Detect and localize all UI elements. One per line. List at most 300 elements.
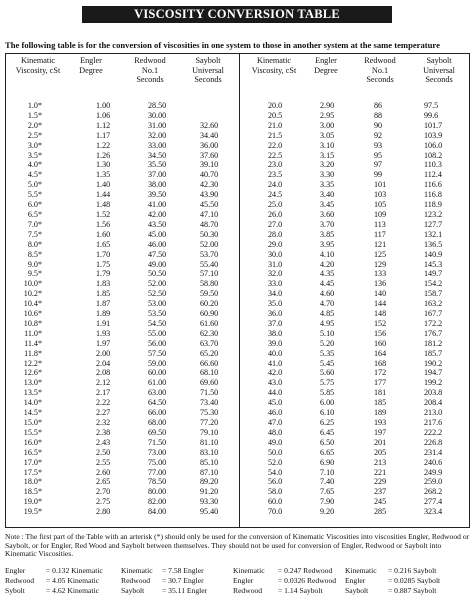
table-cell: 1.12 (96, 120, 111, 130)
table-cell: 1.26 (96, 150, 111, 160)
table-cell: 61.00 (148, 378, 167, 388)
table-cell: 259.0 (424, 477, 443, 487)
table-cell: 1.91 (96, 318, 111, 328)
table-row (240, 141, 470, 151)
table-row (6, 408, 238, 418)
table-body-left (6, 101, 238, 517)
table-cell: 222.2 (424, 427, 443, 437)
table-cell: 53.50 (148, 309, 167, 319)
table-cell: 91.20 (200, 487, 219, 497)
table-cell: 95 (374, 150, 383, 160)
table-cell: 83.10 (200, 447, 219, 457)
table-cell: 4.5* (27, 170, 42, 180)
table-cell: 2.55 (96, 457, 111, 467)
table-cell: 43.50 (148, 219, 167, 229)
table-cell: 12.6* (23, 368, 42, 378)
table-cell: 84.00 (148, 507, 167, 517)
table-cell: 50.30 (200, 229, 219, 239)
table-cell: 3.70 (320, 219, 335, 229)
header-saybolt: Saybolt Universal Seconds (423, 56, 455, 85)
table-cell: 2.70 (96, 487, 111, 497)
table-cell: 205 (374, 447, 387, 457)
table-cell: 2.17 (96, 388, 111, 398)
table-cell: 197 (374, 427, 387, 437)
table-cell: 75.30 (200, 408, 219, 418)
table-cell: 2.22 (96, 398, 111, 408)
table-cell: 43.90 (200, 190, 219, 200)
table-cell: 93 (374, 140, 383, 150)
table-cell: 1.65 (96, 239, 111, 249)
table-row (6, 101, 238, 111)
table-cell: 80.00 (148, 487, 167, 497)
table-row (240, 438, 470, 448)
table-cell: 15.5* (23, 427, 42, 437)
factor-cell: Sybolt (5, 585, 25, 595)
table-cell: 42.0 (268, 368, 283, 378)
table-cell: 6.25 (320, 418, 335, 427)
table-cell: 60.00 (148, 368, 167, 378)
table-row (6, 458, 238, 468)
table-cell: 92 (374, 130, 383, 140)
table-cell: 125 (374, 249, 387, 259)
table-cell: 203.8 (424, 388, 443, 398)
table-cell: 5.0* (27, 180, 42, 190)
table-row (6, 250, 238, 260)
table-row (240, 468, 470, 478)
table-cell: 4.60 (320, 289, 335, 299)
table-cell: 2.80 (96, 507, 111, 517)
table-cell: 1.00 (96, 101, 111, 110)
table-cell: 39.0 (268, 338, 283, 348)
table-right-half (239, 54, 470, 527)
table-cell: 53.00 (148, 299, 167, 309)
table-cell: 52.50 (148, 289, 167, 299)
table-cell: 81.10 (200, 437, 219, 447)
table-cell: 46.00 (148, 239, 167, 249)
table-row (6, 487, 238, 497)
header-saybolt: Saybolt Universal Seconds (192, 56, 224, 85)
table-cell: 9.20 (320, 507, 335, 517)
table-cell: 82.00 (148, 497, 167, 507)
table-cell: 65.20 (200, 348, 219, 358)
table-cell: 90 (374, 120, 383, 130)
table-cell: 22.0 (268, 140, 283, 150)
table-cell: 285 (374, 507, 387, 517)
table-cell: 34.40 (200, 130, 219, 140)
table-row (240, 269, 470, 279)
table-cell: 136 (374, 279, 387, 289)
table-cell: 163.2 (424, 299, 443, 309)
table-row (240, 200, 470, 210)
intro-text: The following table is for the conversion of viscosities in one system to those in another system at the same temperature (5, 40, 440, 50)
factor-cell: Kinematic (233, 566, 265, 575)
table-row (240, 349, 470, 359)
table-row (6, 289, 238, 299)
table-cell: 240.6 (424, 457, 443, 467)
table-cell: 20.5 (268, 110, 283, 120)
table-cell: 2.38 (96, 427, 111, 437)
table-cell: 71.50 (148, 437, 167, 447)
table-cell: 118.9 (424, 200, 442, 210)
factor-cell: Engler (5, 566, 26, 575)
table-cell: 113 (374, 219, 386, 229)
table-cell: 208.4 (424, 398, 443, 408)
table-row (6, 279, 238, 289)
table-cell: 62.30 (200, 328, 219, 338)
table-cell: 2.90 (320, 101, 335, 110)
table-row (6, 299, 238, 309)
table-cell: 237 (374, 487, 387, 497)
table-cell: 47.0 (268, 418, 283, 427)
table-cell: 36.0 (268, 309, 283, 319)
table-cell: 63.70 (200, 338, 219, 348)
footnote: Note : The first part of the Table with an arterisk (*) should only be used for the conversion of Kinematic Viscosities into viscosities Engler, Redwood or Saybolt, or for Engler, Red Wood and Saybolt between themselves. They should not be used for conversion of Engler, Redwood or Saybolt into Kinematic Viscosities. (5, 532, 470, 559)
table-cell: 57.50 (148, 348, 167, 358)
table-cell: 3.0* (27, 140, 42, 150)
table-cell: 2.50 (96, 447, 111, 457)
table-cell: 1.70 (96, 249, 111, 259)
table-cell: 2.65 (96, 477, 111, 487)
table-cell: 5.20 (320, 338, 335, 348)
table-cell: 1.0* (27, 101, 42, 110)
table-cell: 117 (374, 229, 386, 239)
table-cell: 14.0* (23, 398, 42, 408)
table-cell: 3.05 (320, 130, 335, 140)
table-cell: 34.0 (268, 289, 283, 299)
table-cell: 64.50 (148, 398, 167, 408)
table-cell: 4.20 (320, 259, 335, 269)
table-cell: 38.0 (268, 328, 283, 338)
table-row (240, 250, 470, 260)
table-cell: 1.79 (96, 269, 111, 279)
table-cell: 27.0 (268, 219, 283, 229)
factor-cell: = 0.0326 Redwood (278, 575, 337, 585)
table-row (240, 240, 470, 250)
table-cell: 152 (374, 318, 387, 328)
table-cell: 43.0 (268, 378, 283, 388)
header-redwood: Redwood No.1 Seconds (134, 56, 166, 85)
table-row (6, 398, 238, 408)
table-cell: 132.1 (424, 229, 443, 239)
factor-row (5, 586, 471, 596)
table-row (240, 398, 470, 408)
table-cell: 4.0* (27, 160, 42, 170)
factor-cell: Engler (233, 575, 254, 585)
header-kinematic: Kinematic Viscosity, cSt (15, 56, 61, 75)
table-row (6, 388, 238, 398)
table-cell: 109 (374, 209, 387, 219)
table-cell: 79.10 (200, 427, 219, 437)
table-cell: 181 (374, 388, 387, 398)
table-cell: 185 (374, 398, 387, 408)
table-cell: 17.0* (23, 457, 42, 467)
factor-cell: = 30.7 Engler (162, 575, 204, 585)
table-cell: 167.7 (424, 309, 443, 319)
table-cell: 19.5* (23, 507, 42, 517)
table-cell: 3.35 (320, 180, 335, 190)
factor-row (5, 576, 471, 586)
table-cell: 22.5 (268, 150, 283, 160)
table-cell: 3.5* (27, 150, 42, 160)
table-cell: 6.50 (320, 437, 335, 447)
table-cell: 226.8 (424, 437, 443, 447)
table-cell: 59.50 (200, 289, 219, 299)
table-cell: 190.2 (424, 358, 443, 368)
table-cell: 10.6* (23, 309, 42, 319)
table-cell: 5.45 (320, 358, 335, 368)
table-row (6, 507, 238, 517)
table-cell: 57.10 (200, 269, 219, 279)
table-cell: 39.10 (200, 160, 219, 170)
table-cell: 116.8 (424, 190, 442, 200)
table-cell: 54.50 (148, 318, 167, 328)
table-cell: 123.2 (424, 209, 443, 219)
table-cell: 42.30 (200, 180, 219, 190)
table-cell: 20.0 (268, 101, 283, 110)
table-row (240, 131, 470, 141)
table-cell: 38.00 (148, 180, 167, 190)
factor-cell: Saybolt (345, 585, 369, 595)
table-cell: 30.00 (148, 110, 167, 120)
table-cell: 39.50 (148, 190, 167, 200)
table-cell: 41.00 (148, 200, 167, 210)
table-row (6, 260, 238, 270)
table-cell: 213.0 (424, 408, 443, 418)
table-cell: 1.44 (96, 190, 111, 200)
table-cell: 1.48 (96, 200, 111, 210)
table-cell: 7.40 (320, 477, 335, 487)
table-cell: 277.4 (424, 497, 443, 507)
table-cell: 7.0* (27, 219, 42, 229)
table-row (240, 101, 470, 111)
table-cell: 2.04 (96, 358, 111, 368)
table-cell: 99 (374, 170, 383, 180)
table-cell: 40.0 (268, 348, 283, 358)
table-cell: 3.10 (320, 140, 335, 150)
table-row (240, 170, 470, 180)
table-cell: 95.40 (200, 507, 219, 517)
table-cell: 42.00 (148, 209, 167, 219)
table-cell: 37.0 (268, 318, 283, 328)
table-cell: 103 (374, 190, 387, 200)
table-row (240, 428, 470, 438)
table-cell: 29.0 (268, 239, 283, 249)
table-cell: 4.45 (320, 279, 335, 289)
conversion-factors (5, 566, 471, 596)
table-cell: 1.83 (96, 279, 111, 289)
table-cell: 6.90 (320, 457, 335, 467)
table-cell: 35.0 (268, 299, 283, 309)
table-row (6, 160, 238, 170)
table-cell: 17.5* (23, 467, 42, 477)
table-row (240, 160, 470, 170)
table-row (6, 131, 238, 141)
table-cell: 56.0 (268, 477, 283, 487)
table-cell: 1.40 (96, 180, 111, 190)
table-cell: 176.7 (424, 328, 443, 338)
table-cell: 2.27 (96, 408, 111, 418)
table-cell: 129 (374, 259, 387, 269)
table-cell: 16.0* (23, 437, 42, 447)
table-cell: 3.00 (320, 120, 335, 130)
table-row (240, 180, 470, 190)
table-cell: 1.52 (96, 209, 111, 219)
table-cell: 217.6 (424, 418, 443, 427)
table-cell: 66.00 (148, 408, 167, 418)
table-cell: 172 (374, 368, 387, 378)
table-cell: 6.65 (320, 447, 335, 457)
table-cell: 23.5 (268, 170, 283, 180)
table-cell: 172.2 (424, 318, 443, 328)
table-row (6, 378, 238, 388)
table-cell: 26.0 (268, 209, 283, 219)
table-cell: 52.0 (268, 457, 283, 467)
table-cell: 112.4 (424, 170, 442, 180)
table-cell: 6.0* (27, 200, 42, 210)
table-cell: 3.95 (320, 239, 335, 249)
table-cell: 1.17 (96, 130, 111, 140)
header-kinematic: Kinematic Viscosity, cSt (251, 56, 297, 75)
table-cell: 194.7 (424, 368, 443, 378)
table-row (240, 319, 470, 329)
table-row (6, 339, 238, 349)
table-cell: 6.45 (320, 427, 335, 437)
table-cell: 213 (374, 457, 387, 467)
header-engler: Engler Degree (79, 56, 103, 75)
factor-cell: = 0.0285 Saybolt (388, 575, 441, 585)
table-row (240, 487, 470, 497)
table-row (6, 151, 238, 161)
table-row (6, 438, 238, 448)
table-header-left (6, 56, 238, 98)
table-cell: 21.5 (268, 130, 283, 140)
table-cell: 6.10 (320, 408, 335, 418)
table-row (6, 477, 238, 487)
table-cell: 168 (374, 358, 387, 368)
table-cell: 47.10 (200, 209, 219, 219)
table-cell: 268.2 (424, 487, 443, 497)
table-cell: 48.0 (268, 427, 283, 437)
table-cell: 158.7 (424, 289, 443, 299)
table-row (6, 230, 238, 240)
table-cell: 97.5 (424, 101, 439, 110)
table-cell: 31.0 (268, 259, 283, 269)
table-cell: 199.2 (424, 378, 443, 388)
table-cell: 249.9 (424, 467, 443, 477)
table-cell: 181.2 (424, 338, 443, 348)
table-cell: 10.0* (23, 279, 42, 289)
table-cell: 69.60 (200, 378, 219, 388)
table-cell: 5.60 (320, 368, 335, 378)
table-cell: 2.95 (320, 110, 335, 120)
table-cell: 61.60 (200, 318, 219, 328)
table-cell: 55.00 (148, 328, 167, 338)
table-cell: 60.90 (200, 309, 219, 319)
table-cell: 5.10 (320, 328, 335, 338)
table-cell: 1.89 (96, 309, 111, 319)
factor-cell: Redwood (5, 575, 35, 585)
factor-row (5, 566, 471, 576)
table-cell: 37.00 (148, 170, 167, 180)
table-cell: 1.30 (96, 160, 111, 170)
table-cell: 4.35 (320, 269, 335, 279)
table-cell: 149.7 (424, 269, 443, 279)
table-cell: 103.9 (424, 130, 443, 140)
table-cell: 2.75 (96, 497, 111, 507)
table-cell: 193 (374, 418, 387, 427)
table-cell: 1.93 (96, 328, 111, 338)
table-cell: 154.2 (424, 279, 443, 289)
table-cell: 58.0 (268, 487, 283, 497)
table-cell: 63.00 (148, 388, 167, 398)
table-body-right (240, 101, 470, 517)
table-cell: 231.4 (424, 447, 443, 457)
factor-cell: Engler (345, 575, 366, 585)
table-cell: 106.0 (424, 140, 443, 150)
table-row (240, 477, 470, 487)
table-cell: 40.70 (200, 170, 219, 180)
table-cell: 73.40 (200, 398, 219, 408)
table-cell: 33.0 (268, 279, 283, 289)
table-cell: 37.60 (200, 150, 219, 160)
table-cell: 53.70 (200, 249, 219, 259)
factor-cell: = 0.887 Saybolt (388, 585, 437, 595)
table-cell: 2.5* (27, 130, 42, 140)
table-cell: 185.7 (424, 348, 443, 358)
table-cell: 101 (374, 180, 387, 190)
table-cell: 148 (374, 309, 387, 319)
table-cell: 46.0 (268, 408, 283, 418)
table-cell: 44.0 (268, 388, 283, 398)
table-cell: 108.2 (424, 150, 443, 160)
table-row (6, 180, 238, 190)
table-cell: 30.0 (268, 249, 283, 259)
table-cell: 7.65 (320, 487, 335, 497)
table-cell: 41.0 (268, 358, 283, 368)
factor-cell: = 0.216 Saybolt (388, 566, 437, 575)
factor-cell: = 0.132 Kinematic (46, 566, 103, 575)
table-cell: 6.00 (320, 398, 335, 408)
table-cell: 3.40 (320, 190, 335, 200)
table-cell: 10.4* (23, 299, 42, 309)
table-cell: 4.70 (320, 299, 335, 309)
table-cell: 89.20 (200, 477, 219, 487)
table-cell: 45.50 (200, 200, 219, 210)
table-cell: 4.95 (320, 318, 335, 328)
table-cell: 28.50 (148, 101, 167, 110)
table-cell: 77.00 (148, 467, 167, 477)
table-cell: 133 (374, 269, 387, 279)
table-row (240, 418, 470, 428)
factor-cell: Redwood (121, 575, 151, 585)
table-cell: 1.75 (96, 259, 111, 269)
table-row (240, 260, 470, 270)
table-cell: 1.87 (96, 299, 111, 309)
table-cell: 177 (374, 378, 387, 388)
table-row (240, 359, 470, 369)
table-cell: 5.75 (320, 378, 335, 388)
table-cell: 33.00 (148, 140, 167, 150)
table-cell: 34.50 (148, 150, 167, 160)
table-cell: 127.7 (424, 219, 443, 229)
table-cell: 4.85 (320, 309, 335, 319)
table-cell: 31.00 (148, 120, 167, 130)
table-row (240, 309, 470, 319)
table-cell: 5.5* (27, 190, 42, 200)
table-cell: 50.50 (148, 269, 167, 279)
table-cell: 1.60 (96, 229, 111, 239)
table-cell: 140 (374, 289, 387, 299)
